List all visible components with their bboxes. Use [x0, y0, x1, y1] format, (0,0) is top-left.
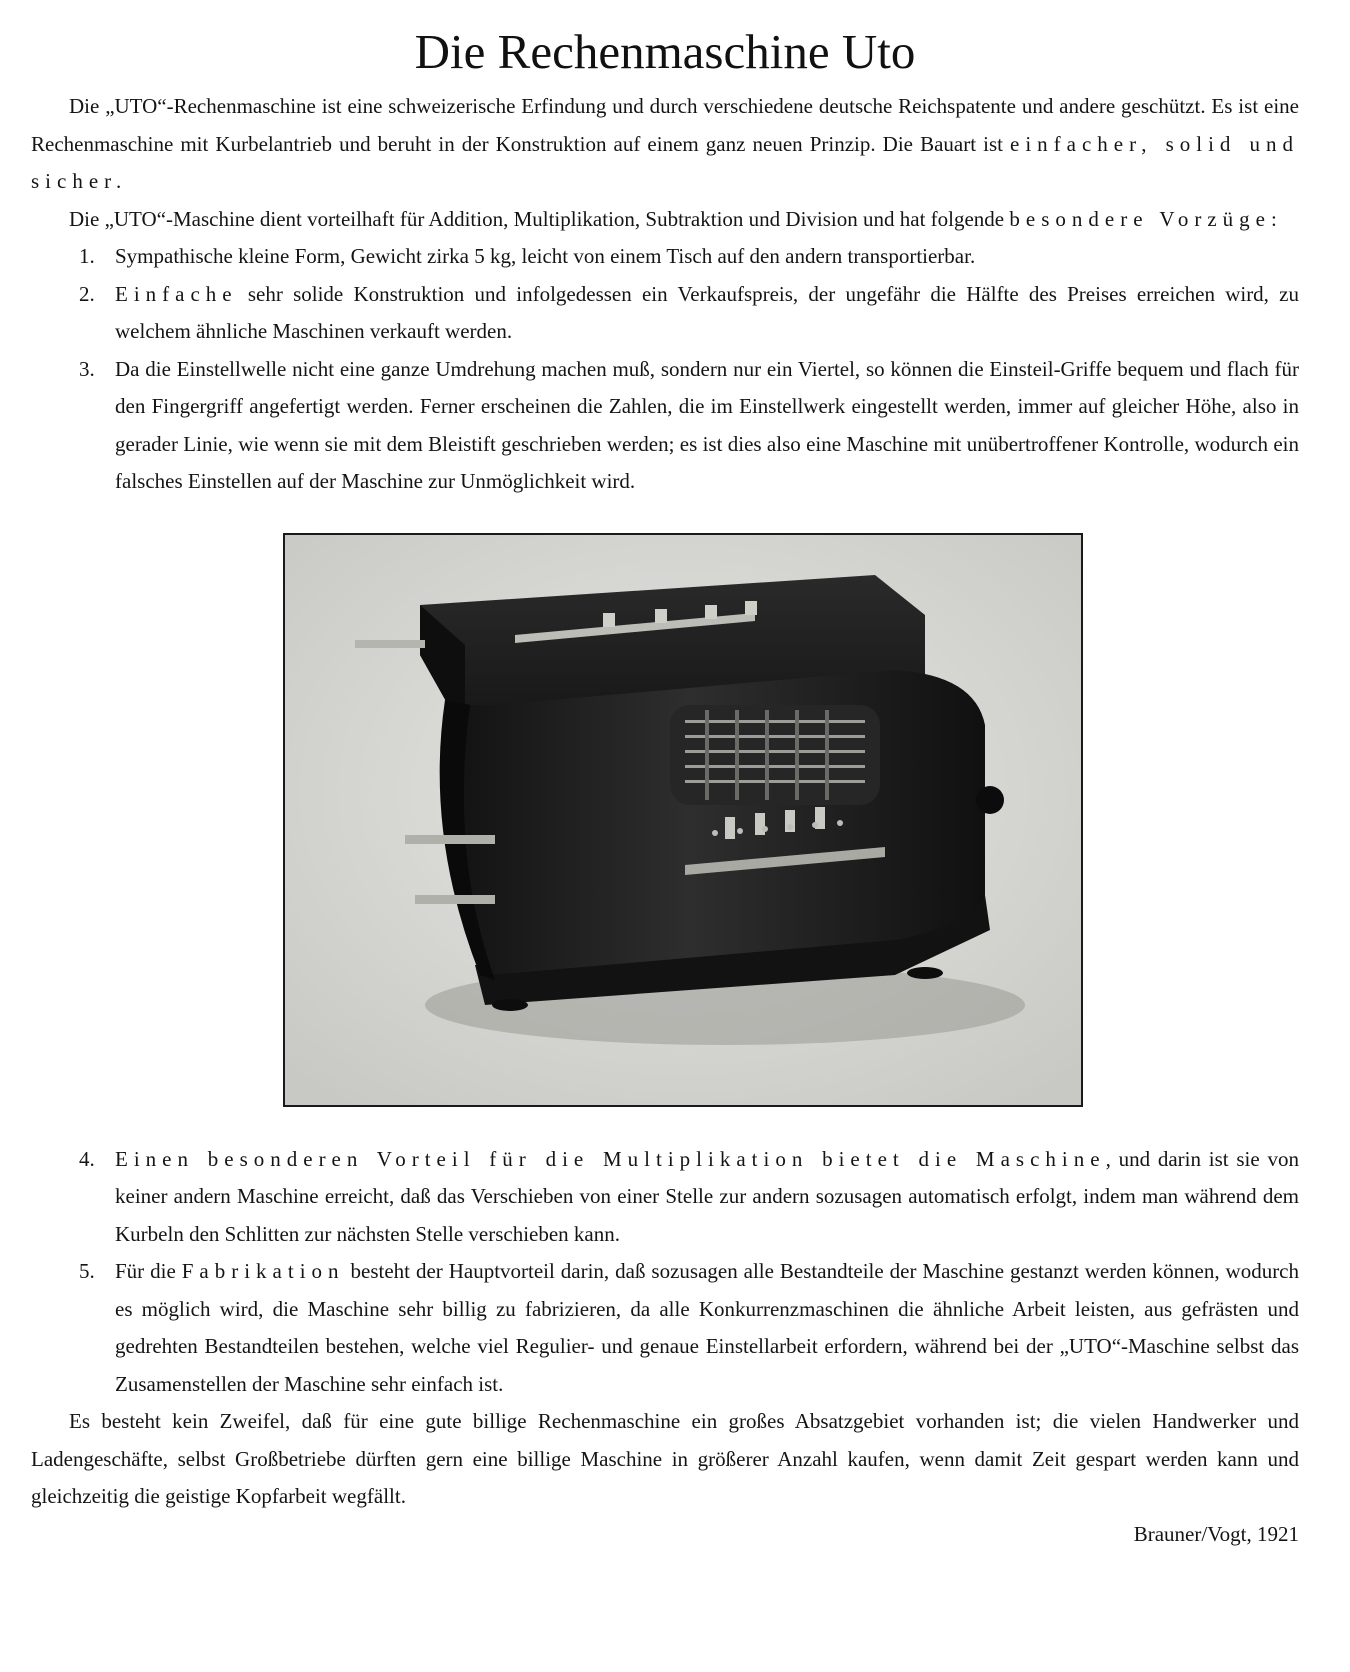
intro-emphasis-2: besondere Vorzüge:	[1009, 206, 1283, 231]
list-item-text: Da die Einstellwelle nicht eine ganze Umdrehung machen muß, sondern nur ein Viertel, so können die Einsteil-Griffe bequem und flach für den Fingergriff angefertigt werden. Ferner erscheinen die Zahlen, die im Einstellwerk eingestellt werden, immer auf gleicher Höhe, also in gerader Linie, wie wenn sie mit dem Bleistift geschrieben werden; es ist dies also eine Maschine mit unübertroffener Kontrolle, wodurch ein falsches Einstellen auf der Maschine zur Unmöglichkeit wird.	[115, 356, 1299, 493]
list-item	[31, 351, 1299, 501]
list-item-emphasis: Einen besonderen Vorteil für die Multiplikation bietet die Maschine	[115, 1146, 1106, 1171]
document-page	[31, 22, 1300, 1546]
list-item	[31, 276, 1299, 351]
list-item	[31, 238, 1299, 276]
signature: Brauner/Vogt, 1921	[1133, 1521, 1299, 1546]
list-item	[31, 1253, 1299, 1403]
page-title: Die Rechenmaschine Uto	[414, 24, 916, 79]
machine-photo	[283, 533, 1083, 1107]
intro-text-1: Die „UTO“-Rechenmaschine ist eine schweizerische Erfindung und durch verschiedene deutsche Reichspatente und andere geschützt. Es ist eine Rechenmaschine mit Kurbelantrieb und beruht in der Konstruktion auf einem ganz neuen Prinzip. Die Bauart ist	[31, 94, 1299, 156]
advantages-list-part-2	[31, 1141, 1299, 1404]
list-item-emphasis: Fabrikation	[181, 1259, 345, 1283]
list-item-text: Sympathische kleine Form, Gewicht zirka 5 kg, leicht von einem Tisch auf den andern transportierbar.	[115, 244, 976, 268]
list-item	[31, 1141, 1299, 1254]
list-item-number: 1.	[79, 244, 95, 268]
intro-emphasis-1: einfacher, solid und sicher.	[31, 131, 1299, 193]
list-item-emphasis: Einfache	[115, 281, 238, 306]
list-item-text: , und darin ist sie von keiner andern Maschine erreicht, daß das Verschieben von einer Stelle zur andern sozusagen automatisch erfolgt, indem man während dem Kurbeln den Schlitten zur nächsten Stelle verschieben kann.	[115, 1146, 1299, 1246]
calculating-machine-illustration	[285, 535, 1081, 1105]
list-item-number: 4.	[79, 1146, 95, 1171]
closing-paragraph: Es besteht kein Zweifel, daß für eine gute billige Rechenmaschine ein großes Absatzgebiet vorhanden ist; die vielen Handwerker und Ladengeschäfte, selbst Großbetriebe dürften gern eine billige Maschine in größerer Anzahl kaufen, wenn damit Zeit gespart werden kann und gleichzeitig die geistige Kopfarbeit wegfällt.	[31, 1409, 1299, 1508]
intro-text-2: Die „UTO“-Maschine dient vorteilhaft für Addition, Multiplikation, Subtraktion und Division und hat folgende	[69, 206, 1010, 231]
list-item-number: 3.	[79, 356, 95, 381]
list-item-number: 5.	[79, 1259, 95, 1283]
list-item-text: besteht der Hauptvorteil darin, daß sozusagen alle Bestandteile der Maschine gestanzt werden können, wodurch es möglich wird, die Maschine sehr billig zu fabrizieren, da alle Konkurrenzmaschinen die ähnliche Arbeit leisten, aus gefrästen und gedrehten Bestandteilen bestehen, welche viel Regulier- und genaue Einstellarbeit erfordern, während bei der „UTO“-Maschine selbst das Zusamenstellen der Maschine sehr einfach ist.	[115, 1259, 1300, 1396]
intro-paragraph-1	[31, 88, 1299, 201]
figure-container	[31, 501, 1299, 1141]
list-item-text: sehr solide Konstruktion und infolgedessen ein Verkaufspreis, der ungefähr die Hälfte des Preises erreichen wird, zu welchem ähnliche Maschinen verkauft werden.	[115, 281, 1299, 343]
intro-paragraph-2	[31, 201, 1299, 239]
list-item-prefix: Für die	[115, 1259, 182, 1283]
list-item-number: 2.	[79, 281, 95, 306]
advantages-list-part-1	[31, 238, 1299, 501]
